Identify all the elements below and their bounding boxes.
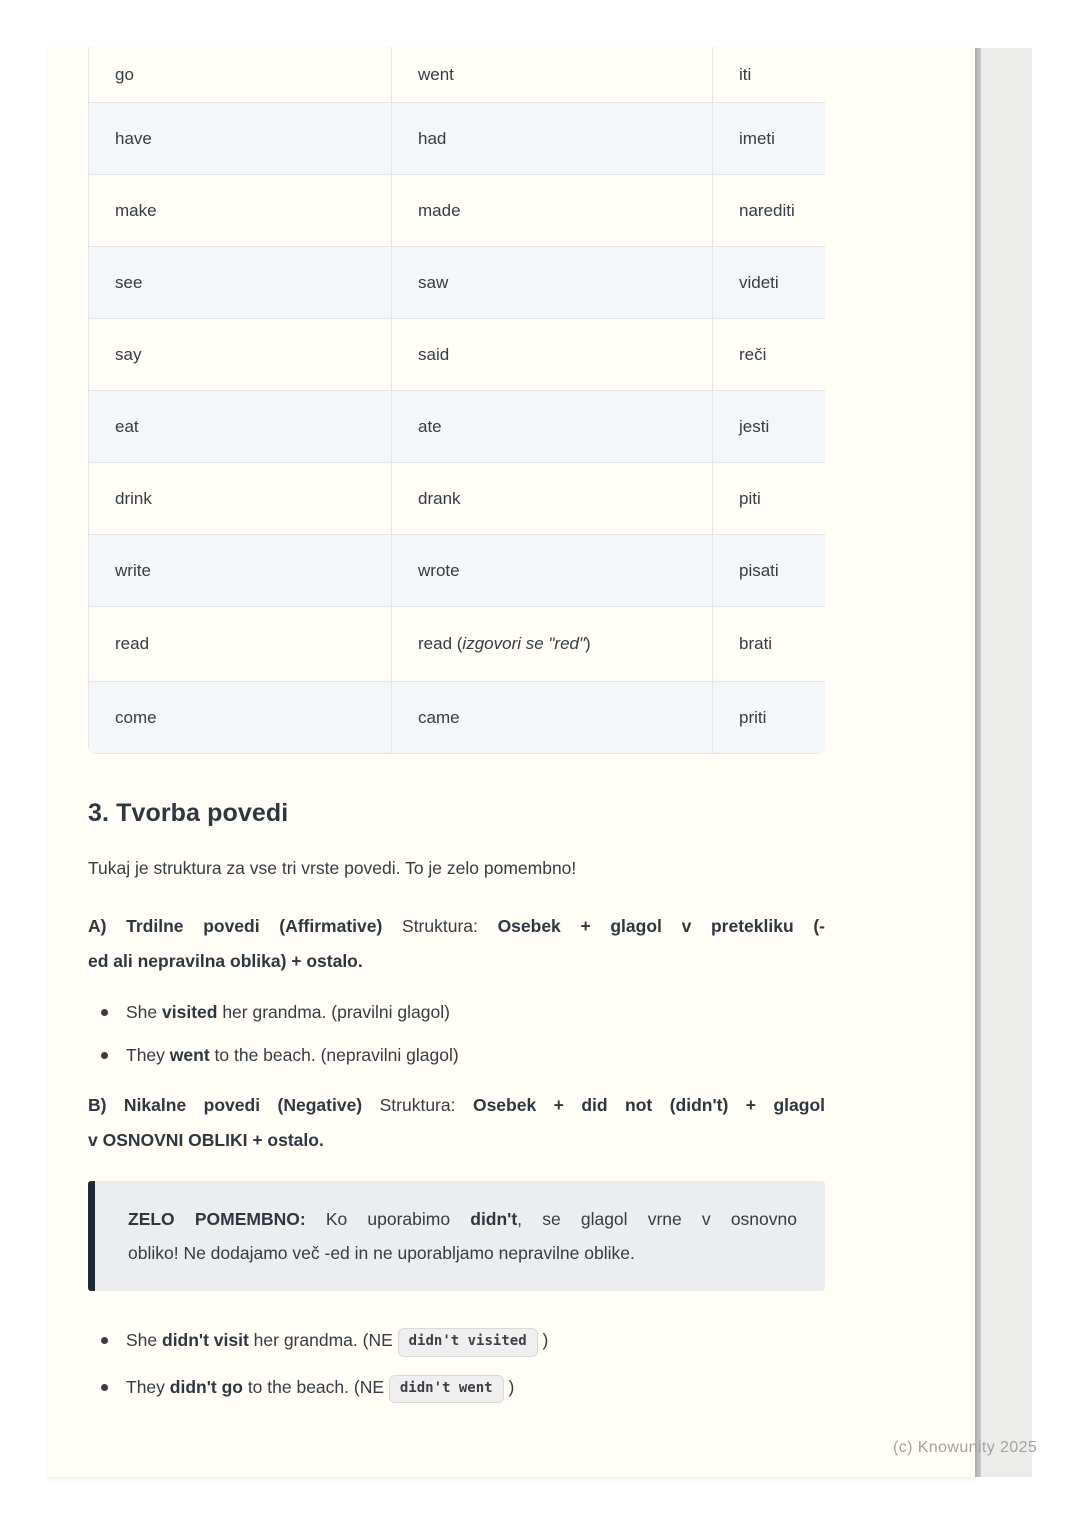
text-segment: ed ali nepravilna oblika) + ostalo. [88,951,363,971]
verb-row [89,47,826,103]
verb-past-cell: went [392,47,713,103]
text-segment: ) [503,1376,515,1397]
verb-meaning-cell: jesti [713,391,826,463]
text-segment: They [126,1045,170,1065]
list-item [88,1002,825,1022]
text-line [128,1236,797,1270]
list-item [88,1045,825,1065]
text-segment: ) [537,1330,549,1350]
callout-text [128,1202,797,1270]
verb-base-cell: have [89,103,392,175]
verb-row [89,682,826,754]
verb-base-cell: drink [89,463,392,535]
text-line [88,944,825,979]
affirmative-examples-list [88,1002,825,1065]
verb-past-cell: had [392,103,713,175]
text-segment: She [126,1002,162,1022]
example-sentence [126,1377,514,1397]
text-segment: went [169,1045,210,1065]
verb-past-cell: wrote [392,535,713,607]
text-segment: to the beach. (nepravilni glagol) [209,1045,459,1065]
verb-base-cell: go [89,47,392,103]
text-line [88,909,825,944]
verb-past-cell: drank [392,463,713,535]
text-line [128,1202,797,1236]
irregular-verbs-table [88,47,825,754]
section-heading: 3. Tvorba povedi [88,799,289,827]
list-item [88,1372,825,1404]
negative-examples-list [88,1325,825,1403]
verb-row [89,535,826,607]
text-segment: , se glagol vrne v osnovno [517,1209,797,1229]
negative-structure [88,1088,825,1158]
text-segment: didn't go [169,1376,243,1397]
text-line [88,1088,825,1123]
verb-base-cell: write [89,535,392,607]
text-segment: obliko! Ne dodajamo več -ed in ne uporabljamo nepravilne oblike. [128,1243,635,1263]
text-segment: visited [162,1002,218,1022]
text-segment: She [126,1330,162,1350]
verb-row [89,607,826,682]
pronunciation-note: izgovori se "red" [462,634,586,653]
text-line [88,1123,825,1158]
text-segment: ZELO POMEMBNO: [128,1209,306,1229]
verb-meaning-cell: narediti [713,175,826,247]
text-segment: didn't [470,1209,518,1229]
inline-code: didn't visited [398,1328,538,1357]
page-content [48,47,825,1403]
inline-code: didn't went [389,1375,504,1404]
text-segment: Struktura: [382,916,498,936]
text-segment: B) Nikalne povedi (Negative) [88,1095,363,1115]
affirmative-structure [88,909,825,979]
verb-base-cell: make [89,175,392,247]
verb-past-cell: made [392,175,713,247]
verb-base-cell: eat [89,391,392,463]
intro-paragraph: Tukaj je struktura za vse tri vrste povedi. To je zelo pomembno! [88,858,577,878]
verb-meaning-cell: iti [713,47,826,103]
verb-row [89,391,826,463]
text-segment: her grandma. (NE [248,1330,398,1350]
verb-past-cell: ate [392,391,713,463]
verb-past-cell: saw [392,247,713,319]
verb-row [89,463,826,535]
verb-base-cell: come [89,682,392,754]
verb-meaning-cell: priti [713,682,826,754]
verb-base-cell: read [89,607,392,682]
text-segment: didn't visit [162,1330,249,1350]
verb-past-cell: said [392,319,713,391]
verb-meaning-cell: brati [713,607,826,682]
next-page-placeholder [981,48,1032,1477]
example-sentence [126,1045,459,1065]
list-item [88,1325,825,1357]
verb-meaning-cell: imeti [713,103,826,175]
text-segment: v OSNOVNI OBLIKI + ostalo. [88,1130,324,1150]
important-callout [88,1181,825,1291]
verb-meaning-cell: pisati [713,535,826,607]
verb-meaning-cell: piti [713,463,826,535]
verb-row [89,247,826,319]
verb-meaning-cell: reči [713,319,826,391]
text-segment: Ko uporabimo [305,1209,471,1229]
verb-base-cell: see [89,247,392,319]
verb-past-cell: read (izgovori se "red") [392,607,713,682]
document-page [48,47,975,1477]
example-sentence [126,1002,450,1022]
copyright-watermark: (c) Knowunity 2025 [893,1439,1038,1456]
verb-row [89,175,826,247]
text-segment: A) Trdilne povedi (Affirmative) [88,916,383,936]
text-segment: Osebek + glagol v pretekliku (- [497,916,825,936]
verb-past-cell: came [392,682,713,754]
verb-base-cell: say [89,319,392,391]
verb-row [89,319,826,391]
example-sentence [126,1330,548,1350]
verb-meaning-cell: videti [713,247,826,319]
text-segment: to the beach. (NE [242,1376,389,1397]
text-segment: They [126,1376,170,1397]
verb-row [89,103,826,175]
text-segment: her grandma. (pravilni glagol) [217,1002,450,1022]
verb-table-body [89,47,826,754]
text-segment: Osebek + did not (didn't) + glagol [472,1095,825,1115]
text-segment: Struktura: [362,1095,473,1115]
